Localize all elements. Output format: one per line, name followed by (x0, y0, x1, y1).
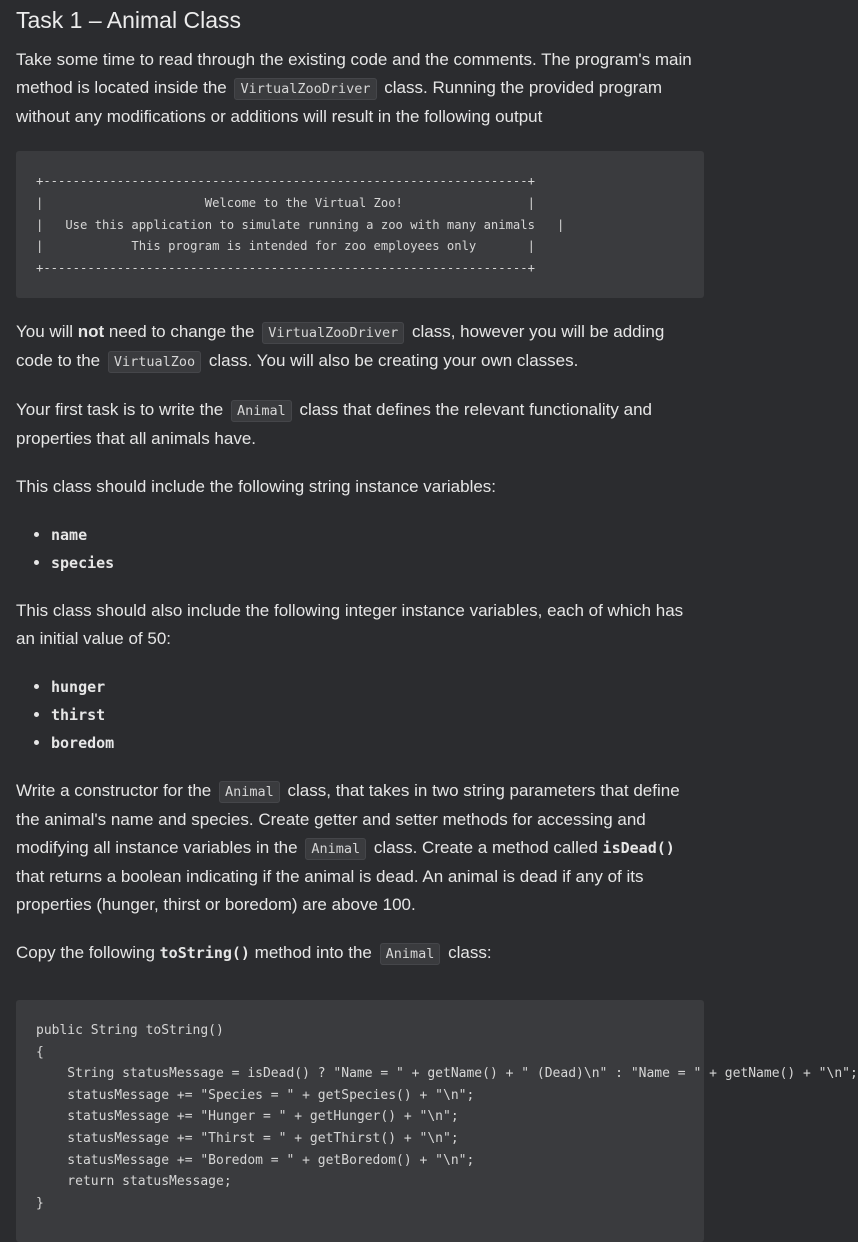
tostring-code-block (16, 1000, 858, 1242)
code-line: String statusMessage = isDead() ? "Name = " + getName() + " (Dead)\n" : "Name = " + getName() + "\n"; (36, 1066, 858, 1082)
first-task-paragraph: Your first task is to write the Animal class that defines the relevant functionality and properties that all animals have. (16, 400, 652, 448)
code-line: statusMessage += "Boredom = " + getBoredom() + "\n"; (36, 1152, 475, 1168)
code-line: { (36, 1044, 44, 1060)
copy-paragraph: Copy the following toString() method into the Animal class: (16, 939, 704, 968)
int-vars-list (16, 673, 704, 757)
code-line: public String toString() (36, 1023, 224, 1038)
inline-code-bold: isDead() (602, 839, 675, 857)
code-line: } (36, 1195, 44, 1211)
int-vars-paragraph: This class should also include the following integer instance variables, each of which has an initial value of 50: (16, 601, 684, 648)
inline-code: VirtualZooDriver (262, 322, 404, 344)
code-line: | Welcome to the Virtual Zoo! | (36, 195, 535, 210)
list-item: • name (51, 521, 704, 549)
output-code-block (16, 151, 704, 298)
string-vars-paragraph: This class should include the following string instance variables: (16, 477, 497, 496)
code-line: | This program is intended for zoo employees only | (36, 239, 535, 254)
inline-code-bold: toString() (159, 944, 250, 962)
code-line: statusMessage += "Species = " + getSpecies() + "\n"; (36, 1087, 475, 1103)
page-title: Task 1 – Animal Class (16, 7, 241, 33)
inline-code: Animal (231, 400, 292, 422)
code-line: return statusMessage; (36, 1174, 232, 1190)
inline-code: Animal (305, 838, 366, 860)
string-vars-list (16, 521, 704, 577)
intro-paragraph: Take some time to read through the existing code and the comments. The program's main method is located inside the VirtualZooDriver class. Running the provided program without any modifications or additions will result in the following output (16, 50, 692, 126)
inline-code: Animal (219, 781, 280, 803)
driver-paragraph: You will not need to change the VirtualZooDriver class, however you will be adding code to the VirtualZoo class. You will also be creating your own classes. (16, 318, 704, 376)
list-item: • boredom (51, 729, 704, 757)
code-line: +------------------------------------------------------------------+ (36, 261, 535, 276)
list-item: • hunger (51, 673, 704, 701)
code-line: +------------------------------------------------------------------+ (36, 174, 535, 188)
inline-code: VirtualZoo (108, 351, 201, 373)
inline-code: VirtualZooDriver (234, 78, 376, 100)
code-line: statusMessage += "Thirst = " + getThirst() + "\n"; (36, 1130, 459, 1146)
list-item: • thirst (51, 701, 704, 729)
code-line: statusMessage += "Hunger = " + getHunger() + "\n"; (36, 1109, 459, 1125)
constructor-paragraph: Write a constructor for the Animal class, that takes in two string parameters that define the animal's name and species. Create getter and setter methods for accessing and modifying all instance variables in the Animal class. Create a method called isDead() that returns a boolean indicating if the animal is dead. An animal is dead if any of its properties (hunger, thirst or boredom) are above 100. (16, 781, 680, 914)
inline-code: Animal (380, 943, 441, 965)
list-item: • species (51, 549, 704, 577)
code-line: | Use this application to simulate running a zoo with many animals | (36, 217, 565, 232)
